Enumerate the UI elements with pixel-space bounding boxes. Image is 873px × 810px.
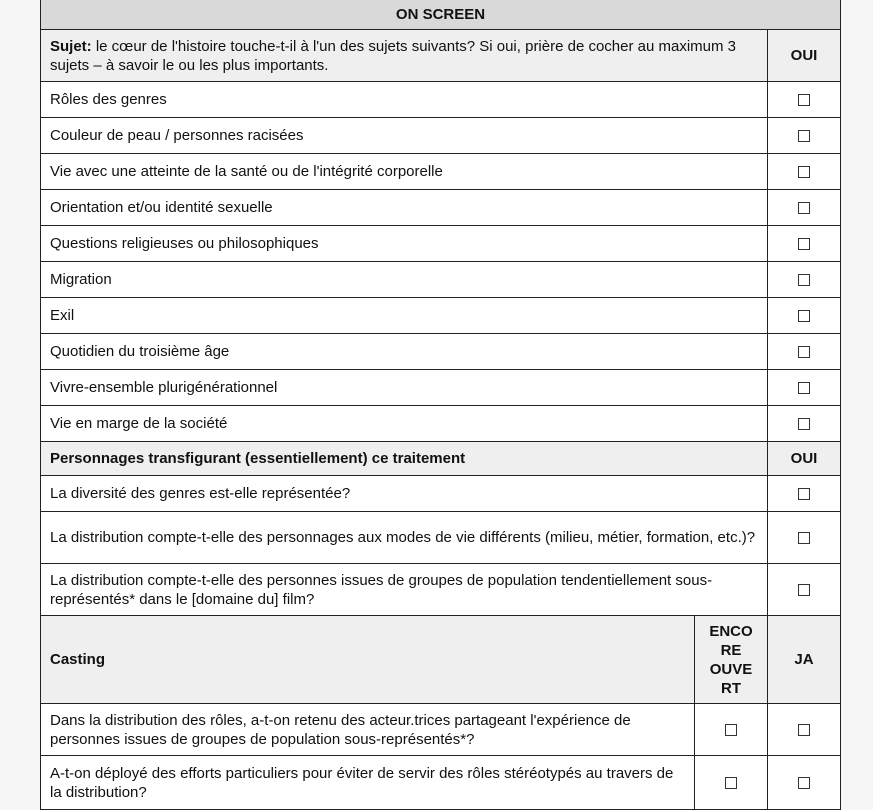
subject-label: Couleur de peau / personnes racisées [41, 118, 768, 154]
character-question: La distribution compte-t-elle des personnages aux modes de vie différents (milieu, métier, formation, etc.)? [41, 512, 768, 564]
table-row [41, 190, 841, 226]
subjects-intro-text: le cœur de l'histoire touche-t-il à l'un des sujets suivants? Si oui, prière de cocher au maximum 3 sujets – à savoir le ou les plus importants. [50, 37, 737, 74]
casting-open-checkbox[interactable] [725, 724, 737, 736]
table-row [41, 564, 841, 616]
subject-checkbox[interactable] [798, 346, 810, 358]
casting-header-row [41, 616, 841, 704]
casting-ja-checkbox[interactable] [798, 777, 810, 789]
character-question: La distribution compte-t-elle des personnes issues de groupes de population tendentiellement sous-représentés* dans le [domaine du] film? [41, 564, 768, 616]
subject-label: Quotidien du troisième âge [41, 334, 768, 370]
section-title: ON SCREEN [41, 0, 841, 30]
table-row [41, 704, 841, 756]
table-row [41, 262, 841, 298]
casting-ja-header: JA [768, 616, 841, 704]
table-row [41, 512, 841, 564]
character-checkbox[interactable] [798, 584, 810, 596]
table-header-row [41, 0, 841, 30]
subject-checkbox[interactable] [798, 274, 810, 286]
subject-label: Questions religieuses ou philosophiques [41, 226, 768, 262]
onscreen-checklist-table [40, 0, 841, 810]
subject-checkbox[interactable] [798, 310, 810, 322]
subject-checkbox[interactable] [798, 166, 810, 178]
table-row [41, 82, 841, 118]
casting-title: Casting [41, 616, 695, 704]
subject-label: Rôles des genres [41, 82, 768, 118]
table-row [41, 118, 841, 154]
casting-ja-checkbox[interactable] [798, 724, 810, 736]
subject-label: Vivre-ensemble plurigénérationnel [41, 370, 768, 406]
character-checkbox[interactable] [798, 488, 810, 500]
subjects-intro [41, 30, 768, 82]
subject-label: Exil [41, 298, 768, 334]
subject-checkbox[interactable] [798, 418, 810, 430]
table-row [41, 298, 841, 334]
table-row [41, 370, 841, 406]
casting-question: Dans la distribution des rôles, a-t-on retenu des acteur.trices partageant l'expérience de personnes issues de groupes de population sous-représentés*? [41, 704, 695, 756]
character-checkbox[interactable] [798, 532, 810, 544]
table-row [41, 476, 841, 512]
subjects-intro-label: Sujet: [50, 37, 92, 55]
subject-checkbox[interactable] [798, 94, 810, 106]
table-row [41, 406, 841, 442]
casting-encore-ouvert-header: ENCO RE OUVE RT [695, 616, 768, 704]
subject-checkbox[interactable] [798, 382, 810, 394]
table-row [41, 226, 841, 262]
characters-title: Personnages transfigurant (essentiellement) ce traitement [41, 442, 768, 476]
characters-oui-header: OUI [768, 442, 841, 476]
table-row [41, 154, 841, 190]
casting-question: A-t-on déployé des efforts particuliers pour éviter de servir des rôles stéréotypés au travers de la distribution? [41, 756, 695, 810]
subject-label: Vie en marge de la société [41, 406, 768, 442]
subject-checkbox[interactable] [798, 130, 810, 142]
subjects-header-row [41, 30, 841, 82]
subject-checkbox[interactable] [798, 238, 810, 250]
character-question: La diversité des genres est-elle représentée? [41, 476, 768, 512]
subject-label: Orientation et/ou identité sexuelle [41, 190, 768, 226]
casting-open-checkbox[interactable] [725, 777, 737, 789]
subject-checkbox[interactable] [798, 202, 810, 214]
table-row [41, 334, 841, 370]
table-row [41, 756, 841, 810]
subjects-oui-header: OUI [768, 30, 841, 82]
characters-header-row [41, 442, 841, 476]
subject-label: Migration [41, 262, 768, 298]
subject-label: Vie avec une atteinte de la santé ou de l'intégrité corporelle [41, 154, 768, 190]
